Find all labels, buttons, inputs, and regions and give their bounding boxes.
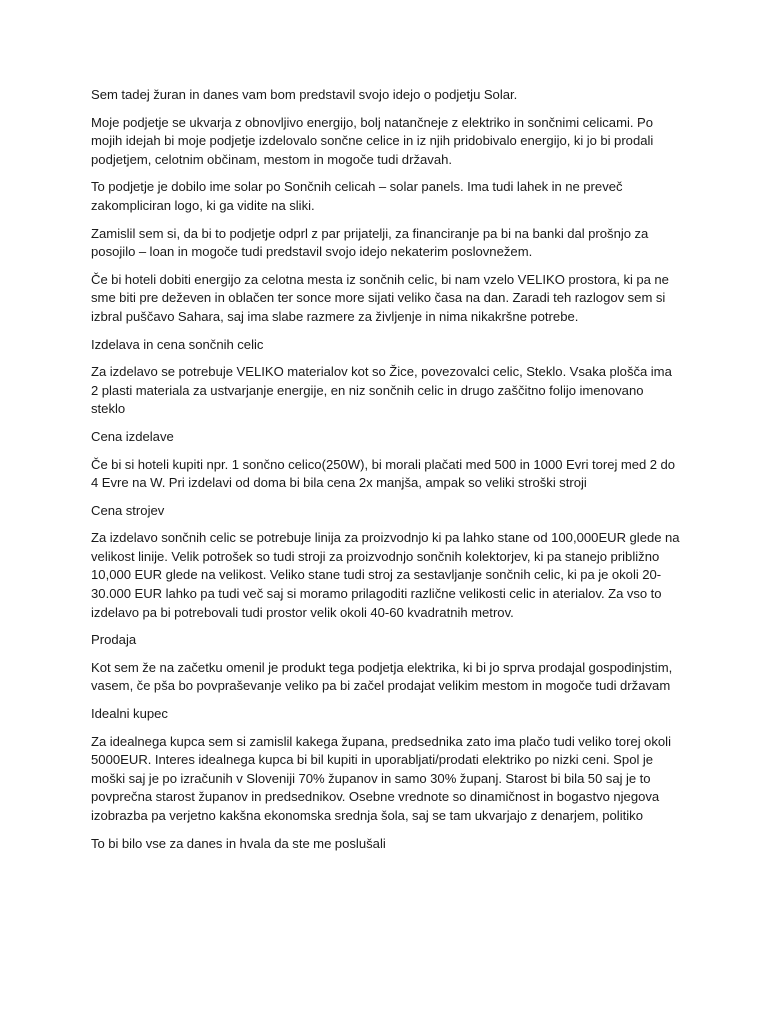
production-cost-paragraph: Če bi si hoteli kupiti npr. 1 sončno celico(250W), bi morali plačati med 500 in 1000 Evri torej med 2 do 4 Evre na W. Pri izdelavi od doma bi bila cena 2x manjša, ampak so veliki stroški stroji <box>91 456 676 491</box>
ideal-customer-paragraph: Za idealnega kupca sem si zamislil kakega župana, predsednika zato ima plačo tudi veliko torej okoli 5000EUR. Interes idealnega kupca bi bil kupiti in uporabljati/prodati elektriko po nizki ceni. Spol je moški saj je po izračunih v Sloveniji 70% županov in samo 30% županj. Starost bi bila 50 saj je to povprečna starost županov in predsednikov. Osebne vrednote so dinamičnost in bogastvo njegova izobrazba pa verjetno kakšna ekonomska srednja šola, saj se tam ukvarjajo z denarjem, politiko <box>91 733 671 823</box>
machine-cost-paragraph: Za izdelavo sončnih celic se potrebuje linija za proizvodnjo ki pa lahko stane od 100,000EUR glede na velikost linije. Velik potrošek so tudi stroji za proizvodnjo sončnih kolektorjev, ki pa stanejo približno 10,000 EUR glede na velikost. Veliko stane tudi stroj za sestavljanje sončnih celic, ki pa je okoli 20-30.000 EUR lahko pa tudi več saj si moramo prilagoditi različne velikosti celic in aterialov. Za vso to izdelavo pa bi potrebovali tudi prostor velik okoli 40-60 kvadratnih metrov. <box>91 530 680 620</box>
financing-paragraph: Zamislil sem si, da bi to podjetje odprl z par prijatelji, za financiranje pa bi na banki dal prošnjo za posojilo – loan in mogoče tudi predstavil svojo idejo nekaterim poslovnežem. <box>91 225 649 260</box>
document-page <box>91 86 681 862</box>
company-description-paragraph: Moje podjetje se ukvarja z obnovljivo energijo, bolj natančneje z elektriko in sončnimi celicami. Po mojih idejah bi moje podjetje izdelovalo sončne celice in iz njih pridobivalo energijo, ki jo bi prodali podjetjem, celotnim občinam, mestom in mogoče tudi državah. <box>91 114 654 167</box>
section-heading-sales: Prodaja <box>91 632 137 648</box>
company-name-paragraph: To podjetje je dobilo ime solar po Sončnih celicah – solar panels. Ima tudi lahek in ne preveč zakompliciran logo, ki ga vidite na sliki. <box>91 179 623 213</box>
section-heading-production-cost: Cena izdelave <box>91 428 174 444</box>
section-heading-production: Izdelava in cena sončnih celic <box>91 336 264 352</box>
section-heading-machine-cost: Cena strojev <box>91 502 165 518</box>
closing-paragraph: To bi bilo vse za danes in hvala da ste me poslušali <box>91 835 386 851</box>
sales-paragraph: Kot sem že na začetku omenil je produkt tega podjetja elektrika, ki bi jo sprva prodajal gospodinjstim, vasem, če pša bo povpraševanje veliko pa bi začel prodajat velikim mestom in mogoče tudi državam <box>91 659 673 694</box>
location-paragraph: Če bi hoteli dobiti energijo za celotna mesta iz sončnih celic, bi nam vzelo VELIKO prostora, ki pa ne sme biti pre deževen in oblačen ter sonce more sijati veliko časa na dan. Zaradi teh razlogov sem si izbral puščavo Sahara, saj ima slabe razmere za življenje in nima nikakršne potrebe. <box>91 271 669 324</box>
section-heading-ideal-customer: Idealni kupec <box>91 706 168 722</box>
intro-paragraph: Sem tadej žuran in danes vam bom predstavil svojo idejo o podjetju Solar. <box>91 87 518 102</box>
materials-paragraph: Za izdelavo se potrebuje VELIKO materialov kot so Žice, povezovalci celic, Steklo. Vsaka plošča ima 2 plasti materiala za ustvarjanje energije, en niz sončnih celic in drugo zaščitno folijo imenovano steklo <box>91 364 672 417</box>
